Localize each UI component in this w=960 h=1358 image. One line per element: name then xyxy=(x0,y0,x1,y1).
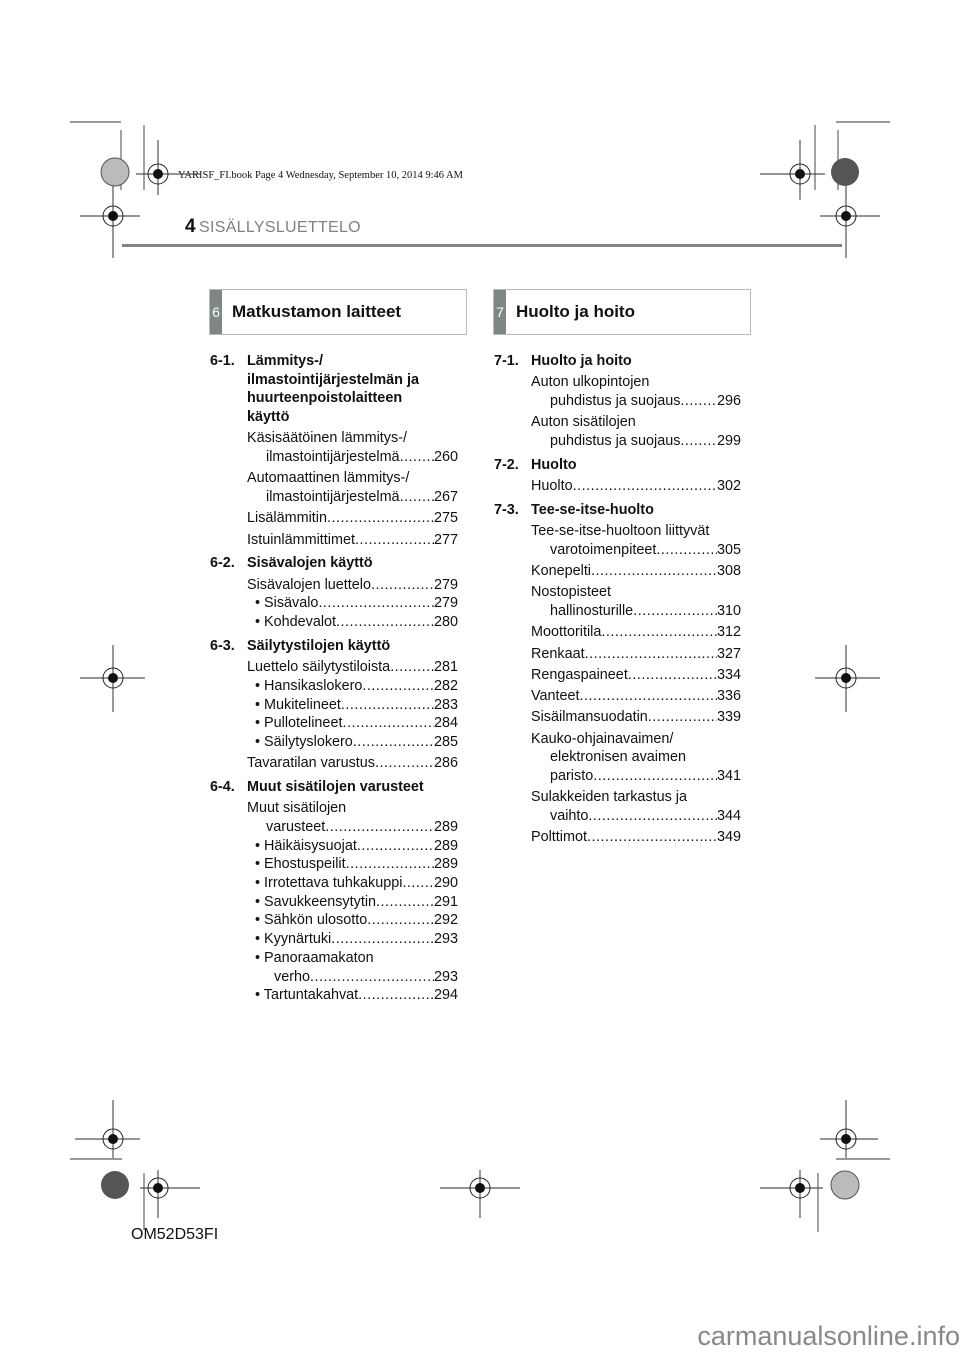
entry-label: hallinosturille xyxy=(550,603,634,619)
entry-label: verho xyxy=(274,968,310,985)
section-title: Sisävalojen käyttö xyxy=(247,555,373,572)
entry-label: • Kohdevalot xyxy=(255,614,337,631)
page-title: SISÄLLYSLUETTELO xyxy=(199,219,361,236)
registration-dot xyxy=(108,211,118,221)
entry-label: Sisävalojen luettelo xyxy=(247,576,371,593)
registration-dot xyxy=(841,211,851,221)
page-ref: 341 xyxy=(716,768,741,785)
page-ref: 289 xyxy=(433,818,458,835)
document-code: OM52D53FI xyxy=(131,1226,219,1243)
radial-target-icon xyxy=(831,1171,859,1199)
section-title: huurteenpoistolaitteen xyxy=(247,390,403,407)
section-number: 7-1. xyxy=(494,353,519,369)
entry-label: Käsisäätöinen lämmitys-/ xyxy=(247,430,407,447)
section-title: Lämmitys-/ xyxy=(247,353,323,369)
entry-label: Kauko-ohjainavaimen/ xyxy=(531,730,674,747)
entry-label: paristo xyxy=(550,768,594,785)
page-ref: 279 xyxy=(433,595,458,612)
page-ref: 293 xyxy=(433,968,458,985)
page-ref: 291 xyxy=(433,893,458,910)
entry-label: • Tartuntakahvat xyxy=(255,987,359,1004)
registration-dot xyxy=(795,169,805,179)
registration-dot xyxy=(795,1183,805,1193)
entry-label: Lisälämmitin xyxy=(247,510,327,527)
registration-dot xyxy=(841,1134,851,1144)
entry-label: elektronisen avaimen xyxy=(550,749,686,766)
entry-label: • Sisävalo xyxy=(255,595,319,612)
page-number: 4 xyxy=(185,216,196,237)
entry-label: puhdistus ja suojaus xyxy=(550,433,681,449)
page-ref: 275 xyxy=(433,510,458,527)
entry-label: ilmastointijärjestelmä xyxy=(266,489,400,506)
color-dot-icon xyxy=(831,158,859,186)
color-dot-icon xyxy=(101,1171,129,1199)
page-ref: 305 xyxy=(716,541,741,558)
page-ref: 327 xyxy=(716,645,741,662)
entry-label: Sulakkeiden tarkastus ja xyxy=(531,789,687,806)
entry-label: • Savukkeensytytin xyxy=(255,893,377,910)
page-ref: 292 xyxy=(433,912,458,929)
entry-label: • Mukitelineet xyxy=(255,696,341,713)
page-ref: 284 xyxy=(433,715,458,732)
registration-dot xyxy=(108,673,118,683)
page-ref: 294 xyxy=(433,987,458,1004)
registration-dot xyxy=(475,1183,485,1193)
page-ref: 302 xyxy=(716,478,741,494)
page-ref: 279 xyxy=(433,576,458,593)
entry-label: Polttimot xyxy=(531,829,587,846)
entry-label: • Sähkön ulosotto xyxy=(255,912,368,929)
page-ref: 267 xyxy=(433,489,458,506)
entry-label: Tee-se-itse-huoltoon liittyvät xyxy=(531,523,710,539)
entry-label: • Säilytyslokero xyxy=(255,733,353,750)
radial-target-icon xyxy=(101,158,129,186)
page-ref: 310 xyxy=(716,603,741,619)
section-number: 6-3. xyxy=(210,637,235,654)
section-title: Huolto xyxy=(531,456,577,473)
page-ref: 290 xyxy=(433,875,458,892)
page-ref: 289 xyxy=(433,837,458,854)
section-number: 6-2. xyxy=(210,555,235,572)
page-ref: 349 xyxy=(716,829,741,846)
entry-label: Auton sisätilojen xyxy=(531,414,636,431)
entry-label: varotoimenpiteet xyxy=(550,541,657,558)
page-ref: 285 xyxy=(433,733,458,750)
page-ref: 344 xyxy=(716,808,741,825)
chapter-number: 6 xyxy=(210,290,222,334)
section-title: Säilytystilojen käyttö xyxy=(247,637,391,654)
entry-label: Rengaspaineet xyxy=(531,666,628,683)
section-title: ilmastointijärjestelmän ja xyxy=(247,371,419,388)
section-title: Muut sisätilojen varusteet xyxy=(247,778,424,795)
page-ref: 339 xyxy=(716,709,741,726)
entry-label: Luettelo säilytystiloista xyxy=(247,659,391,676)
page-ref: 277 xyxy=(433,531,458,548)
page-ref: 334 xyxy=(716,666,741,683)
entry-label: Nostopisteet xyxy=(531,584,611,601)
entry-label: Tavaratilan varustus xyxy=(247,755,375,772)
chapter-title: Huolto ja hoito xyxy=(516,302,635,321)
entry-label: Automaattinen lämmitys-/ xyxy=(247,470,410,487)
entry-label: • Irrotettava tuhkakuppi xyxy=(255,875,403,892)
watermark: carmanualsonline.info xyxy=(697,1321,960,1351)
page-ref: 296 xyxy=(716,393,741,409)
page-ref: 280 xyxy=(433,614,458,631)
entry-label: varusteet xyxy=(266,818,326,835)
page-ref: 260 xyxy=(433,449,458,466)
entry-label: Renkaat xyxy=(531,645,585,662)
entry-label: Vanteet xyxy=(531,688,580,705)
entry-label: Istuinlämmittimet xyxy=(247,531,355,548)
page-ref: 312 xyxy=(716,624,741,641)
page-ref: 281 xyxy=(433,659,458,676)
entry-label: • Kyynärtuki xyxy=(255,931,332,948)
page-ref: 293 xyxy=(433,931,458,948)
entry-label: • Häikäisysuojat xyxy=(255,837,357,854)
chapter-number: 7 xyxy=(494,290,506,334)
entry-label: puhdistus ja suojaus xyxy=(550,393,681,409)
entry-label: Moottoritila xyxy=(531,624,602,641)
entry-label: Konepelti xyxy=(531,563,592,579)
page-ref: 282 xyxy=(433,677,458,694)
entry-label: • Hansikaslokero xyxy=(255,677,363,694)
page-ref: 308 xyxy=(716,563,741,579)
section-title: käyttö xyxy=(247,409,290,426)
section-number: 6-1. xyxy=(210,353,235,369)
entry-label: Sisäilmansuodatin xyxy=(531,709,648,726)
registration-dot xyxy=(841,673,851,683)
registration-dot xyxy=(108,1134,118,1144)
chapter-title: Matkustamon laitteet xyxy=(232,302,402,321)
registration-dot xyxy=(153,1183,163,1193)
entry-label: • Ehostuspeilit xyxy=(255,856,346,873)
page-ref: 336 xyxy=(716,688,741,705)
page-ref: 286 xyxy=(433,755,458,772)
page-ref: 289 xyxy=(433,856,458,873)
section-number: 6-4. xyxy=(210,778,235,795)
entry-label: Auton ulkopintojen xyxy=(531,374,650,391)
page-ref: 283 xyxy=(433,696,458,713)
entry-label: Muut sisätilojen xyxy=(247,800,347,817)
entry-label: Huolto xyxy=(531,478,573,494)
registration-dot xyxy=(153,169,163,179)
section-number: 7-3. xyxy=(494,501,519,518)
section-title: Tee-se-itse-huolto xyxy=(531,501,654,518)
section-title: Huolto ja hoito xyxy=(531,353,632,369)
section-number: 7-2. xyxy=(494,456,519,473)
book-info: YARISF_FI.book Page 4 Wednesday, September 10, 2014 9:46 AM xyxy=(178,170,463,181)
entry-label: • Pullotelineet xyxy=(255,715,343,732)
entry-label: ilmastointijärjestelmä xyxy=(266,449,400,466)
entry-label: vaihto xyxy=(550,808,589,825)
page-ref: 299 xyxy=(716,433,741,449)
entry-label: • Panoraamakaton xyxy=(255,949,374,966)
